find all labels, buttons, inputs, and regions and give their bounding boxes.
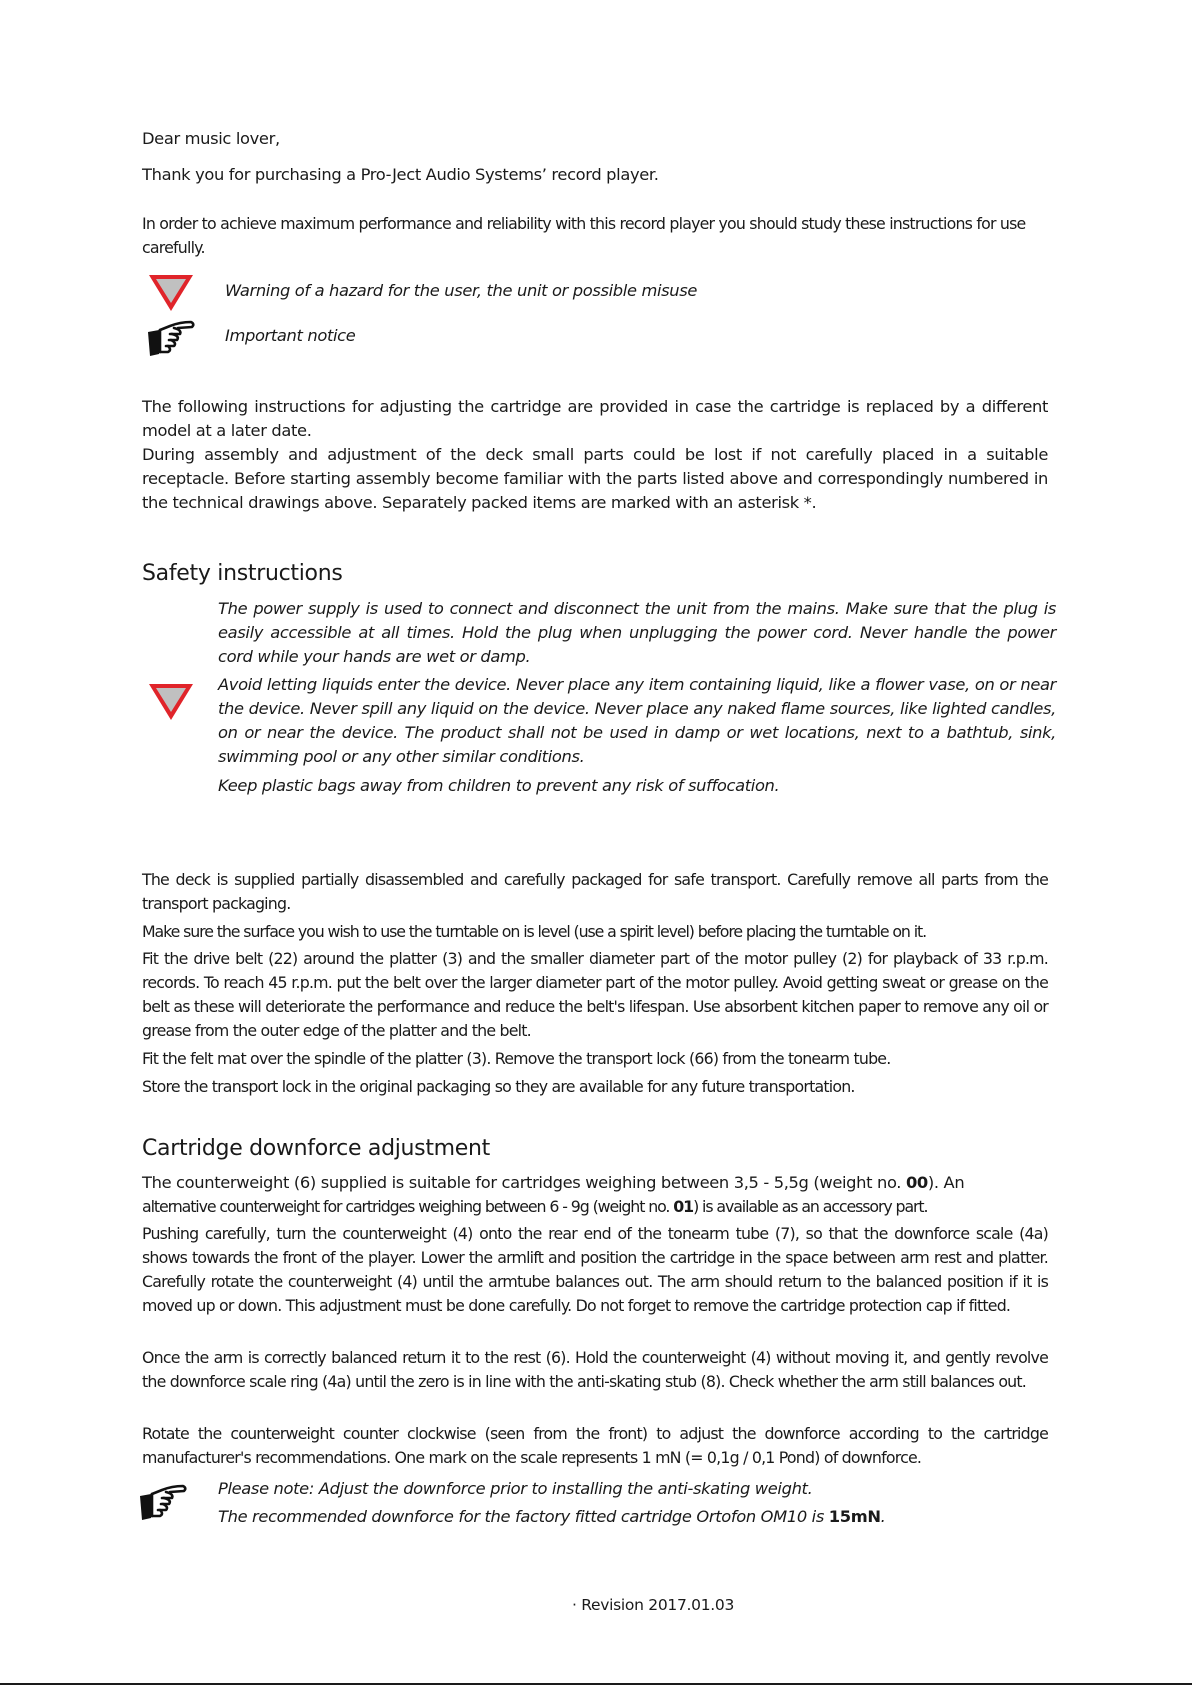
thanks-line: Thank you for purchasing a Pro-Ject Audio Systems’ record player.	[142, 165, 659, 184]
safety-item-plastic-bags: Keep plastic bags away from children to prevent any risk of suffocation.	[218, 776, 780, 795]
weight-number-00: 00	[905, 1173, 928, 1192]
pointing-hand-icon	[146, 318, 196, 358]
warning-triangle-icon	[147, 273, 195, 313]
downforce-paragraph-1	[142, 1171, 1048, 1195]
downforce-note-2-end: .	[880, 1507, 886, 1526]
downforce-p1-text-end: ). An	[927, 1173, 965, 1192]
downforce-p1-line2-end: ) is available as an accessory part.	[693, 1197, 928, 1216]
downforce-paragraph-3: Once the arm is correctly balanced return it to the rest (6). Hold the counterweight (4) without moving it, and gently revolve the downforce scale ring (4a) until the zero is in line with the anti-skating stub (8). Check whether the arm still balances out.	[142, 1348, 1048, 1391]
safety-item-liquids: Avoid letting liquids enter the device. Never place any item containing liquid, like a flower vase, on or near the device. Never spill any liquid on the device. Never place any naked flame sources, like lighted candles, on or near the device. The product shall not be used in damp or wet locations, next to a bathtub, sink, swimming pool or any other similar conditions.	[218, 675, 1056, 766]
setup-paragraph-1: The deck is supplied partially disassembled and carefully packaged for safe transport. Carefully remove all parts from the transport packaging.	[142, 870, 1048, 913]
downforce-note-2-text: The recommended downforce for the factory fitted cartridge Ortofon OM10 is	[218, 1507, 829, 1526]
preface-paragraph-1: The following instructions for adjusting the cartridge are provided in case the cartridge is replaced by a different model at a later date.	[142, 397, 1048, 440]
safety-heading: Safety instructions	[142, 561, 343, 586]
warning-legend-text: Warning of a hazard for the user, the unit or possible misuse	[225, 281, 698, 300]
downforce-p1-text: The counterweight (6) supplied is suitable for cartridges weighing between 3,5 - 5,5g (weight no.	[142, 1173, 906, 1192]
setup-paragraph-5: Store the transport lock in the original packaging so they are available for any future transportation.	[142, 1077, 855, 1096]
downforce-paragraph-1-line-2	[142, 1195, 1048, 1219]
warning-triangle-icon	[147, 682, 195, 722]
safety-item-power: The power supply is used to connect and disconnect the unit from the mains. Make sure that the plug is easily accessible at all times. Hold the plug when unplugging the power cord. Never handle the power cord while your hands are wet or damp.	[218, 599, 1056, 666]
downforce-p1-line2-text: alternative counterweight for cartridges weighing between 6 - 9g (weight no.	[142, 1197, 674, 1216]
downforce-heading: Cartridge downforce adjustment	[142, 1136, 491, 1161]
setup-paragraph-4: Fit the felt mat over the spindle of the platter (3). Remove the transport lock (66) from the tonearm tube.	[142, 1049, 891, 1068]
downforce-note-2	[218, 1505, 1056, 1529]
downforce-paragraph-2: Pushing carefully, turn the counterweight (4) onto the rear end of the tonearm tube (7), so that the downforce scale (4a) shows towards the front of the player. Lower the armlift and position the cartridge in the space between arm rest and platter. Carefully rotate the counterweight (4) until the armtube balances out. The arm should return to the balanced position if it is moved up or down. This adjustment must be done carefully. Do not forget to remove the cartridge protection cap if fitted.	[142, 1224, 1048, 1315]
downforce-paragraph-4: Rotate the counterweight counter clockwise (seen from the front) to adjust the downforce according to the cartridge manufacturer's recommendations. One mark on the scale represents 1 mN (= 0,1g / 0,1 Pond) of downforce.	[142, 1424, 1048, 1467]
revision-footer: · Revision 2017.01.03	[572, 1596, 735, 1614]
setup-paragraph-2: Make sure the surface you wish to use the turntable on is level (use a spirit level) before placing the turntable on it.	[142, 922, 927, 941]
setup-paragraph-3: Fit the drive belt (22) around the platter (3) and the smaller diameter part of the motor pulley (2) for playback of 33 r.p.m. records. To reach 45 r.p.m. put the belt over the larger diameter part of the motor pulley. Avoid getting sweat or grease on the belt as these will deteriorate the performance and reduce the belt's lifespan. Use absorbent kitchen paper to remove any oil or grease from the outer edge of the platter and the belt.	[142, 949, 1048, 1040]
greeting: Dear music lover,	[142, 129, 280, 148]
weight-number-01: 01	[673, 1197, 694, 1216]
downforce-note-1: Please note: Adjust the downforce prior to installing the anti-skating weight.	[218, 1479, 813, 1498]
recommended-downforce-value: 15mN	[828, 1507, 881, 1526]
study-instructions: In order to achieve maximum performance and reliability with this record player you should study these instructions for use carefully.	[142, 214, 1026, 257]
pointing-hand-icon	[138, 1482, 188, 1522]
preface-paragraph-2: During assembly and adjustment of the deck small parts could be lost if not carefully placed in a suitable receptacle. Before starting assembly become familiar with the parts listed above and correspondingly numbered in the technical drawings above. Separately packed items are marked with an asterisk *.	[142, 445, 1048, 512]
notice-legend-text: Important notice	[225, 326, 356, 345]
